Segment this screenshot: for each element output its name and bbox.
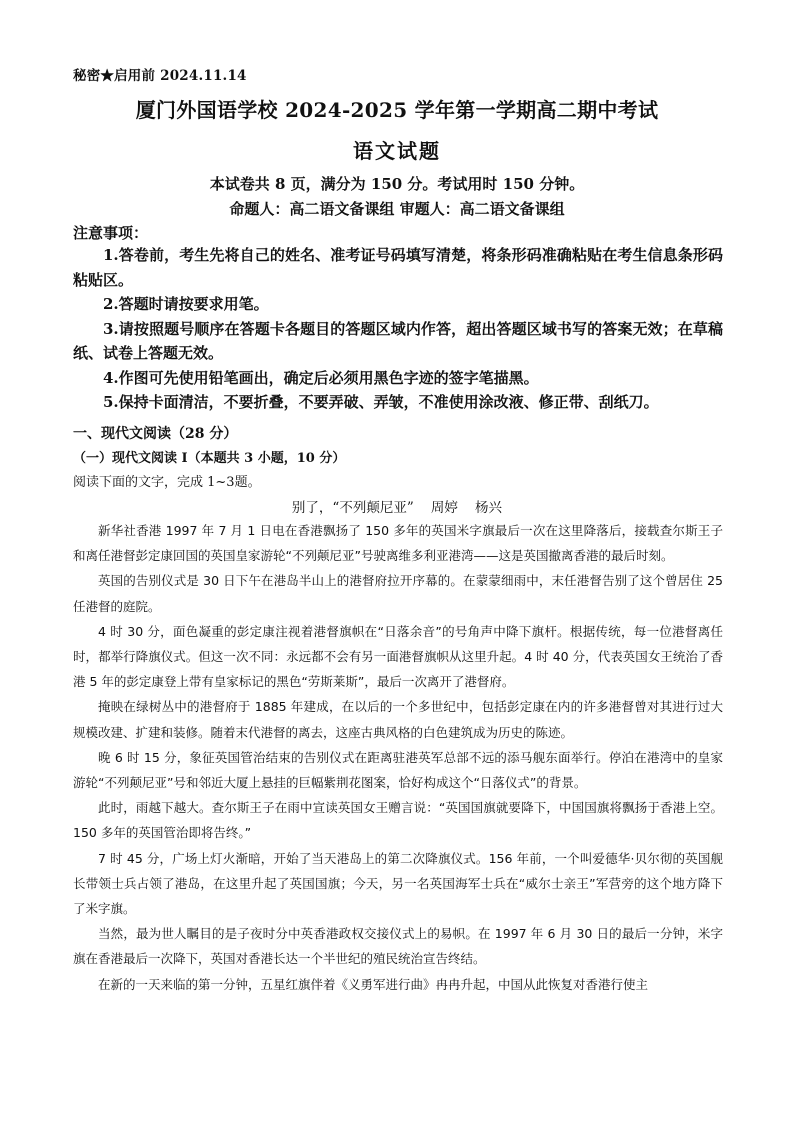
exam-authors: 命题人：高二语文备课组 审题人：高二语文备课组	[229, 200, 565, 218]
reading-instruction: 阅读下面的文字，完成 1~3题。	[73, 475, 261, 490]
subsection-heading: （一）现代文阅读 I（本题共 3 小题，10 分）	[73, 451, 346, 466]
article-title: 别了，“不列颠尼亚” 周婷 杨兴	[291, 500, 503, 516]
notice-item: 3.请按照题号顺序在答题卡各题目的答题区域内作答，超出答题区域书写的答案无效；在草稿纸、试卷上答题无效。	[73, 319, 723, 362]
notice-item: 1.答卷前，考生先将自己的姓名、准考证号码填写清楚，将条形码准确粘贴在考生信息条形码粘贴区。	[73, 246, 723, 289]
exam-title: 厦门外国语学校 2024-2025 学年第一学期高二期中考试	[135, 98, 659, 122]
article-paragraph: 此时，雨越下越大。查尔斯王子在雨中宣读英国女王赠言说：“英国国旗就要降下，中国国旗将飘扬于香港上空。150 多年的英国管治即将告终。”	[73, 800, 723, 841]
notice-item: 2.答题时请按要求用笔。	[103, 295, 269, 313]
confidential-label: 秘密★启用前 2024.11.14	[73, 68, 247, 84]
subject-title: 语文试题	[353, 139, 441, 163]
article-paragraph: 在新的一天来临的第一分钟，五星红旗伴着《义勇军进行曲》冉冉升起，中国从此恢复对香港行使主	[98, 976, 649, 992]
article-body	[73, 518, 723, 997]
article-paragraph: 英国的告别仪式是 30 日下午在港岛半山上的港督府拉开序幕的。在蒙蒙细雨中，末任港督告别了这个曾居住 25 任港督的庭院。	[73, 573, 723, 614]
article-paragraph: 4 时 30 分，面色凝重的彭定康注视着港督旗帜在“日落余音”的号角声中降下旗杆。根据传统，每一位港督离任时，都举行降旗仪式。但这一次不同：永远都不会有另一面港督旗帜从这里升起。4 时 40 分，代表英国女王统治了香港 5 年的彭定康登上带有皇家标记的黑色“劳斯莱斯”，最后一次离开了港督府。	[73, 623, 723, 690]
exam-info: 本试卷共 8 页，满分为 150 分。考试用时 150 分钟。	[209, 175, 585, 193]
notice-item: 5.保持卡面清洁，不要折叠，不要弄破、弄皱，不准使用涂改液、修正带、刮纸刀。	[103, 393, 659, 411]
article-paragraph: 掩映在绿树丛中的港督府于 1885 年建成，在以后的一个多世纪中，包括彭定康在内的许多港督曾对其进行过大规模改建、扩建和装修。随着末代港督的离去，这座古典风格的白色建筑成为历史的陈迹。	[73, 699, 723, 740]
article-paragraph: 晚 6 时 15 分，象征英国管治结束的告别仪式在距离驻港英军总部不远的添马舰东面举行。停泊在港湾中的皇家游轮“不列颠尼亚”号和邻近大厦上悬挂的巨幅紫荆花图案，恰好构成这个“日落仪式”的背景。	[73, 749, 723, 791]
article-paragraph: 新华社香港 1997 年 7 月 1 日电在香港飘扬了 150 多年的英国米字旗最后一次在这里降落后，接载查尔斯王子和离任港督彭定康回国的英国皇家游轮“不列颠尼亚”号驶离维多利亚港湾——这是英国撤离香港的最后时刻。	[73, 523, 723, 564]
notice-title: 注意事项：	[73, 224, 149, 242]
notice-list	[73, 243, 723, 415]
section-heading: 一、现代文阅读（28 分）	[73, 426, 238, 442]
article-paragraph: 7 时 45 分，广场上灯火渐暗，开始了当天港岛上的第二次降旗仪式。156 年前，一个叫爱德华·贝尔彻的英国舰长带领士兵占领了港岛，在这里升起了英国国旗；今天，另一名英国海军士兵在“威尔士亲王”军营旁的这个地方降下了米字旗。	[73, 850, 723, 917]
article-paragraph: 当然，最为世人瞩目的是子夜时分中英香港政权交接仪式上的易帜。在 1997 年 6 月 30 日的最后一分钟，米字旗在香港最后一次降下，英国对香港长达一个半世纪的殖民统治宣告终结。	[73, 926, 723, 967]
notice-item: 4.作图可先使用铅笔画出，确定后必须用黑色字迹的签字笔描黑。	[103, 368, 539, 387]
